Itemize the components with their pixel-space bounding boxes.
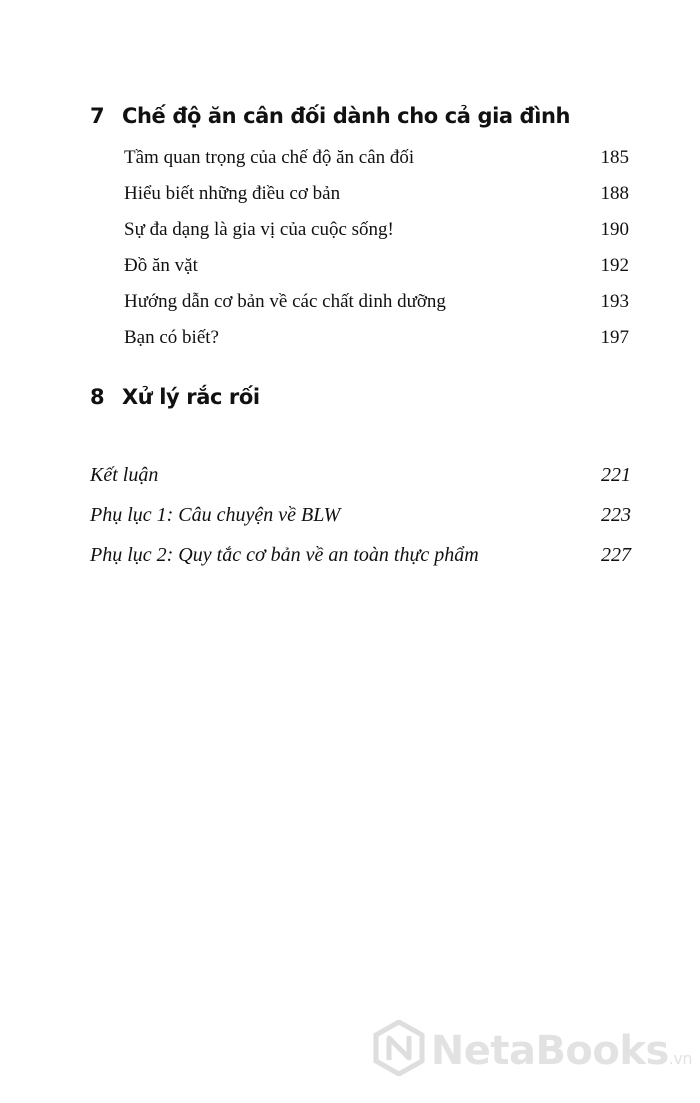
toc-entry (90, 461, 631, 501)
toc-entry-page: 188 (600, 183, 629, 204)
toc-entry-page: 190 (600, 219, 629, 240)
toc-entry-title: Hiểu biết những điều cơ bản (124, 183, 341, 204)
toc-entry (90, 541, 631, 581)
toc-entry (124, 288, 629, 324)
toc-entry (90, 501, 631, 541)
toc-entry (124, 180, 629, 216)
chapter-title: Xử lý rắc rối (122, 385, 260, 409)
toc-entry-page: 185 (600, 147, 629, 168)
toc-entry-title: Hướng dẫn cơ bản về các chất dinh dưỡng (124, 291, 446, 312)
toc-entry-title: Sự đa dạng là gia vị của cuộc sống! (124, 219, 394, 240)
toc-entry-page: 223 (601, 504, 631, 526)
toc-entry-title: Đồ ăn vặt (124, 255, 198, 276)
toc-entry (124, 252, 629, 288)
chapter-7-heading (90, 104, 650, 128)
watermark (373, 1020, 692, 1081)
toc-entry-title: Kết luận (90, 464, 159, 486)
back-matter-entries (90, 461, 631, 581)
toc-entry-title: Bạn có biết? (124, 327, 219, 348)
toc-entry-page: 227 (601, 544, 631, 566)
toc-entry-page: 192 (600, 255, 629, 276)
toc-entry (124, 144, 629, 180)
toc-entry-title: Tầm quan trọng của chế độ ăn cân đối (124, 147, 415, 168)
toc-entry-page: 221 (601, 464, 631, 486)
toc-entry (124, 216, 629, 252)
chapter-7-entries (124, 144, 629, 360)
chapter-title: Chế độ ăn cân đối dành cho cả gia đình (122, 104, 571, 128)
toc-entry-title: Phụ lục 1: Câu chuyện về BLW (90, 504, 341, 526)
chapter-number: 7 (90, 104, 105, 128)
toc-entry (124, 324, 629, 360)
toc-entry-page: 193 (600, 291, 629, 312)
toc-entry-title: Phụ lục 2: Quy tắc cơ bản về an toàn thực phẩm (90, 544, 479, 566)
chapter-8-heading (90, 385, 650, 409)
watermark-text: NetaBooks.vn (430, 1027, 692, 1074)
toc-entry-page: 197 (600, 327, 629, 348)
chapter-number: 8 (90, 385, 105, 409)
netabooks-logo-icon (373, 1020, 425, 1081)
